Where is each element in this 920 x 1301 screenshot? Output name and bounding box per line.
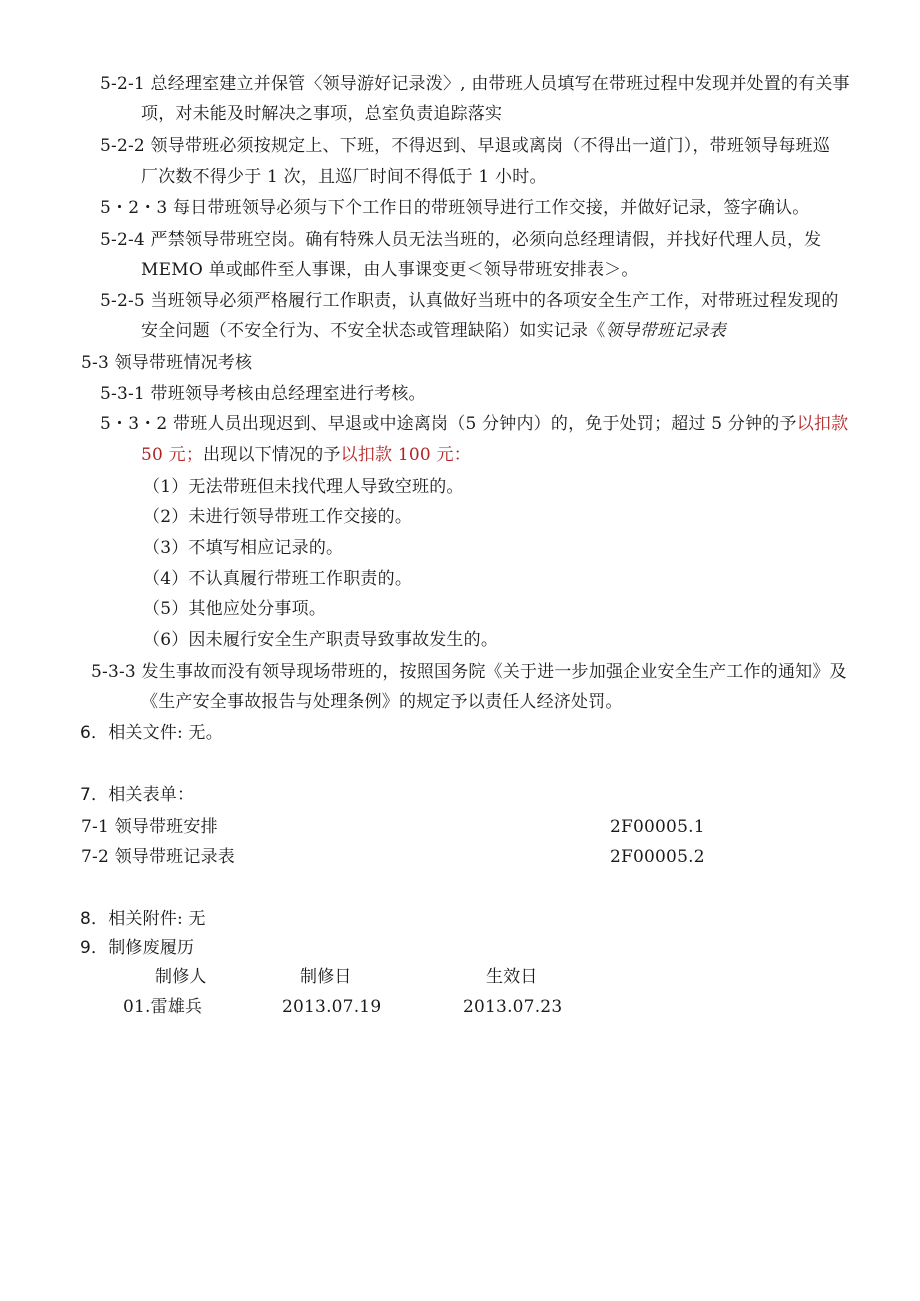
section-5-3-1: 5-3-1 带班领导考核由总经理室进行考核。 xyxy=(100,384,426,404)
section-9-number: 9 xyxy=(80,938,92,958)
section-8-text: ．相关附件: 无 xyxy=(91,909,206,929)
history-editor: 01.雷雄兵 xyxy=(123,997,203,1017)
section-5-2-5-line2-text: 安全问题（不安全行为、不安全状态或管理缺陷）如实记录《 xyxy=(141,321,606,341)
section-6-text: ．相关文件: 无。 xyxy=(91,723,223,743)
section-5-2-5-line1: 5-2-5 当班领导必须严格履行工作职责，认真做好当班中的各项安全生产工作，对带班过程发现的 xyxy=(100,291,839,311)
section-5-2-1-line2: 项，对未能及时解决之事项，总室负责追踪落实 xyxy=(141,104,503,124)
list-item: （4）不认真履行带班工作职责的。 xyxy=(143,569,413,589)
history-edit-date: 2013.07.19 xyxy=(282,997,382,1017)
history-effective-date: 2013.07.23 xyxy=(463,997,563,1017)
section-7 xyxy=(80,784,194,806)
list-item: （3）不填写相应记录的。 xyxy=(143,538,344,558)
section-5-3-3-line2: 《生产安全事故报告与处理条例》的规定予以责任人经济处罚。 xyxy=(141,692,623,712)
section-5-2-2-line1: 5-2-2 领导带班必须按规定上、下班，不得迟到、早退或离岗（不得出一道门），带班领导每班巡 xyxy=(100,136,831,156)
section-6-number: 6 xyxy=(80,723,92,743)
section-6 xyxy=(80,722,223,744)
form-code: 2F00005.2 xyxy=(610,847,705,867)
form-code: 2F00005.1 xyxy=(610,817,705,837)
section-5-2-3: 5・2・3 每日带班领导必须与下个工作日的带班领导进行工作交接，并做好记录，签字确认。 xyxy=(100,198,810,218)
section-5-2-4-line1: 5-2-4 严禁领导带班空岗。确有特殊人员无法当班的，必须向总经理请假，并找好代理人员，发 xyxy=(100,230,822,250)
section-5-2-4-line2: MEMO 单或邮件至人事课，由人事课变更＜领导带班安排表＞。 xyxy=(141,260,639,280)
section-9-text: ．制修废履历 xyxy=(91,938,195,958)
fine-highlight-1: 以扣款 xyxy=(796,414,849,434)
list-item: （1）无法带班但未找代理人导致空班的。 xyxy=(143,477,464,497)
history-header-effective-date: 生效日 xyxy=(486,967,538,987)
section-5-3-2-line1-text: 5・3・2 带班人员出现迟到、早退或中途离岗（5 分钟内）的，免于处罚；超过 5 分钟的予 xyxy=(100,414,797,434)
section-5-2-2-line2: 厂次数不得少于 1 次，且巡厂时间不得低于 1 小时。 xyxy=(141,167,547,187)
list-item: （6）因未履行安全生产职责导致事故发生的。 xyxy=(143,630,499,650)
history-header-editor: 制修人 xyxy=(155,967,207,987)
section-5-2-1-line1: 5-2-1 总经理室建立并保管〈领导游好记录泼〉, 由带班人员填写在带班过程中发现并处置的有关事 xyxy=(100,74,850,94)
history-header-edit-date: 制修日 xyxy=(300,967,352,987)
section-9 xyxy=(80,937,194,959)
section-5-3-2-line2 xyxy=(141,444,471,466)
section-7-text: ．相关表单： xyxy=(91,785,195,805)
section-5-3-3-line1: 5-3-3 发生事故而没有领导现场带班的，按照国务院《关于进一步加强企业安全生产工作的通知》及 xyxy=(91,662,847,682)
list-item: （2）未进行领导带班工作交接的。 xyxy=(143,507,413,527)
section-5-3-heading: 5-3 领导带班情况考核 xyxy=(81,353,253,373)
fine-amount-50: 50 元； xyxy=(141,445,204,465)
form-name: 7-2 领导带班记录表 xyxy=(81,847,235,867)
fine-amount-100: 以扣款 100 元： xyxy=(340,445,471,465)
section-5-3-2-line2-text: 出现以下情况的予 xyxy=(203,445,341,465)
record-form-title: 领导带班记录表 xyxy=(605,321,726,341)
section-5-2-5-line2 xyxy=(141,320,726,342)
section-8-number: 8 xyxy=(80,909,92,929)
form-name: 7-1 领导带班安排 xyxy=(81,817,218,837)
section-7-number: 7 xyxy=(80,785,92,805)
list-item: （5）其他应处分事项。 xyxy=(143,599,327,619)
section-8 xyxy=(80,908,206,930)
section-5-3-2-line1 xyxy=(100,413,848,435)
